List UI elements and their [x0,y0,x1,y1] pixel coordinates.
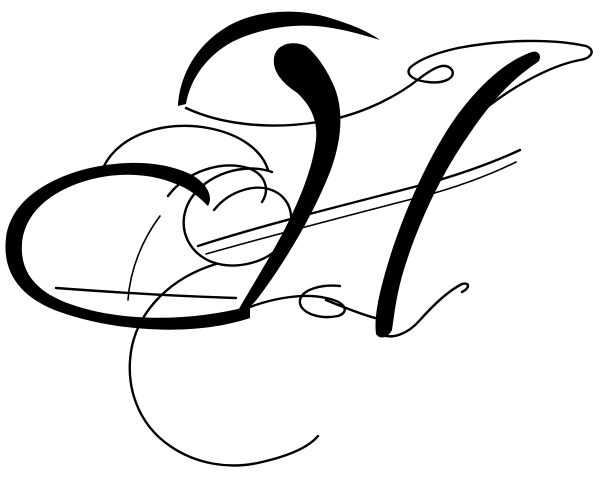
h-crossbar [198,150,520,254]
descending-tail [128,216,318,465]
h-left-stem [236,43,340,314]
left-swash-loop [5,163,250,330]
h-right-stem [375,52,540,338]
left-horizontal-hairline [56,288,236,298]
